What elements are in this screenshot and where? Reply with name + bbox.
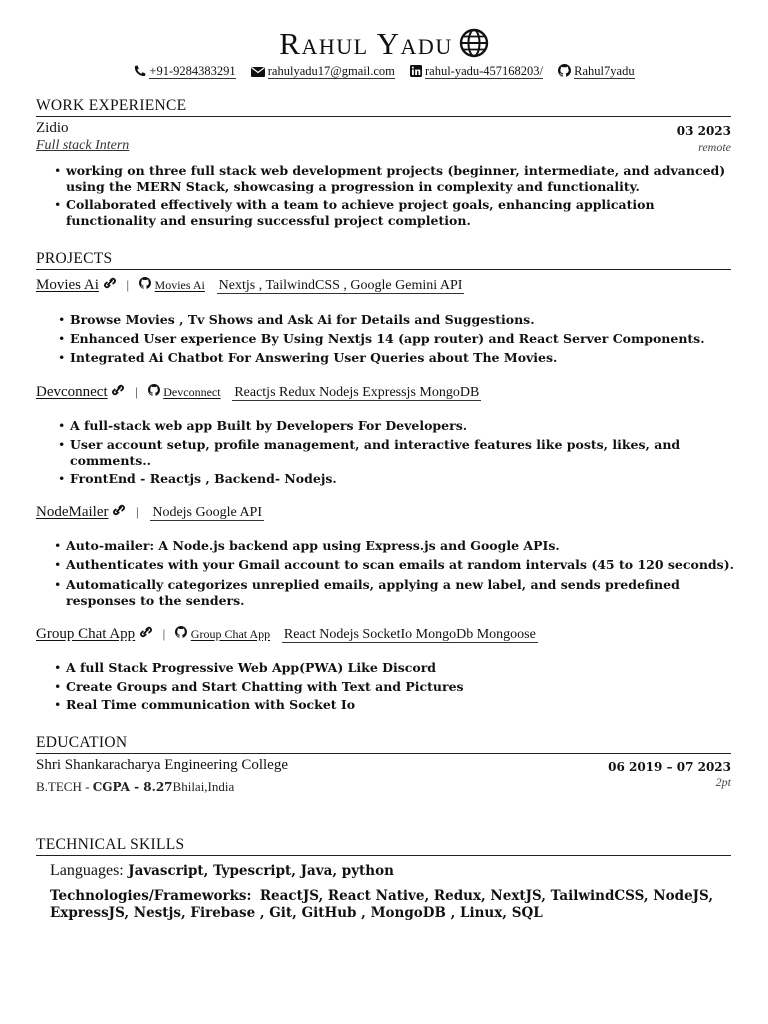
tech-stack: Nextjs , TailwindCSS , Google Gemini API	[218, 278, 463, 293]
phone-text: +91-9284383291	[149, 64, 236, 78]
github-text: Rahul7yadu	[574, 64, 635, 78]
project-header-group-chat	[36, 626, 538, 643]
work-bullets	[36, 163, 736, 231]
envelope-icon	[251, 66, 265, 77]
education-section-title: EDUCATION	[36, 734, 731, 754]
separator: |	[135, 384, 138, 399]
list-item: • Browse Movies , Tv Shows and Ask Ai for Details and Suggestions.	[40, 312, 740, 328]
frameworks-row	[50, 888, 740, 922]
list-item: • Real Time communication with Socket Io	[36, 697, 736, 713]
phone-link[interactable]	[133, 64, 235, 79]
list-item: • Collaborated effectively with a team to achieve project goals, enhancing application functionality and ensuring successful project completion.	[36, 197, 736, 229]
project-title[interactable]: Movies Ai	[36, 277, 99, 293]
linkedin-text: rahul-yadu-457168203/	[425, 64, 544, 78]
github-icon	[558, 64, 571, 77]
phone-icon	[133, 65, 146, 77]
resume-name	[0, 26, 768, 62]
languages-label: Languages:	[50, 862, 124, 879]
list-item: • A full-stack web app Built by Developers For Developers.	[40, 418, 710, 434]
separator: |	[126, 277, 130, 292]
github-icon	[175, 626, 187, 638]
project-header-movies-ai	[36, 277, 464, 294]
project-title[interactable]: Group Chat App	[36, 626, 136, 642]
link-icon[interactable]	[139, 626, 153, 638]
contact-row	[0, 64, 768, 79]
list-item: • Create Groups and Start Chatting with Text and Pictures	[36, 679, 736, 695]
project-header-devconnect	[36, 384, 481, 401]
link-icon[interactable]	[103, 277, 117, 289]
tech-stack: Nodejs Google API	[152, 505, 263, 520]
frameworks-label: Technologies/Frameworks:	[50, 888, 252, 904]
languages-value: Javascript, Typescript, Java, python	[128, 863, 394, 879]
list-item: • working on three full stack web development projects (beginner, intermediate, and advanced) using the MERN Stack, showcasing a progression in complexity and functionality.	[36, 163, 736, 195]
list-item: • Enhanced User experience By Using Nextjs 14 (app router) and React Server Components.	[40, 331, 740, 347]
name-text: Rahul Yadu	[279, 26, 453, 61]
project-title[interactable]: NodeMailer	[36, 504, 109, 520]
link-icon[interactable]	[111, 384, 125, 396]
link-icon[interactable]	[112, 504, 126, 516]
languages-row	[50, 862, 394, 880]
globe-icon[interactable]	[459, 28, 489, 58]
separator: |	[135, 504, 139, 519]
repo-link[interactable]: Movies Ai	[154, 278, 205, 292]
degree: B.TECH -	[36, 779, 93, 794]
degree-line	[36, 779, 234, 795]
list-item: • Integrated Ai Chatbot For Answering User Queries about The Movies.	[40, 350, 740, 366]
separator: |	[162, 626, 166, 641]
list-item: • Authenticates with your Gmail account to scan emails at random intervals (45 to 120 seconds).	[36, 557, 736, 573]
list-item: • Automatically categorizes unreplied emails, applying a new label, and sends predefined responses to the senders.	[36, 577, 736, 609]
tech-stack: Reactjs Redux Nodejs Expressjs MongoDB	[234, 385, 480, 400]
list-item: • User account setup, profile management, and interactive features like posts, likes, and comments..	[40, 437, 710, 469]
linkedin-icon	[410, 65, 422, 77]
email-link[interactable]	[251, 64, 395, 79]
list-item: • FrontEnd - Reactjs , Backend- Nodejs.	[40, 471, 710, 487]
list-item: • Auto-mailer: A Node.js backend app using Express.js and Google APIs.	[36, 538, 736, 554]
project-bullets	[36, 660, 736, 715]
education-date: 06 2019 – 07 2023	[608, 760, 731, 774]
list-item: • A full Stack Progressive Web App(PWA) Like Discord	[36, 660, 736, 676]
github-icon	[139, 277, 151, 289]
skills-section-title: TECHNICAL SKILLS	[36, 836, 731, 856]
projects-section-title: PROJECTS	[36, 250, 731, 270]
cgpa: CGPA - 8.27	[92, 780, 173, 794]
github-link[interactable]	[558, 64, 634, 79]
repo-link[interactable]: Group Chat App	[190, 627, 271, 641]
work-section-title: WORK EXPERIENCE	[36, 97, 731, 117]
company-name: Zidio	[36, 120, 69, 136]
project-bullets	[40, 418, 710, 489]
project-bullets	[40, 312, 740, 368]
school-name: Shri Shankaracharya Engineering College	[36, 757, 288, 773]
job-role: Full stack Intern	[36, 138, 130, 153]
project-bullets	[36, 538, 736, 611]
education-note: 2pt	[715, 775, 731, 789]
email-text: rahulyadu17@gmail.com	[267, 64, 395, 78]
frameworks-value: ReactJS, React Native, Redux, NextJS, TailwindCSS, NodeJS, ExpressJS, Nestjs, Firebase , Git, GitHub , MongoDB , Linux, SQL	[50, 888, 714, 921]
github-icon	[148, 384, 160, 396]
project-header-nodemailer	[36, 504, 264, 521]
linkedin-link[interactable]	[410, 64, 543, 79]
project-title[interactable]: Devconnect	[36, 384, 108, 400]
tech-stack: React Nodejs SocketIo MongoDb Mongoose	[283, 627, 536, 642]
work-date: 03 2023	[676, 124, 731, 138]
repo-link[interactable]: Devconnect	[163, 385, 221, 399]
education-location: Bhilai,India	[172, 779, 235, 794]
work-location: remote	[698, 140, 731, 154]
